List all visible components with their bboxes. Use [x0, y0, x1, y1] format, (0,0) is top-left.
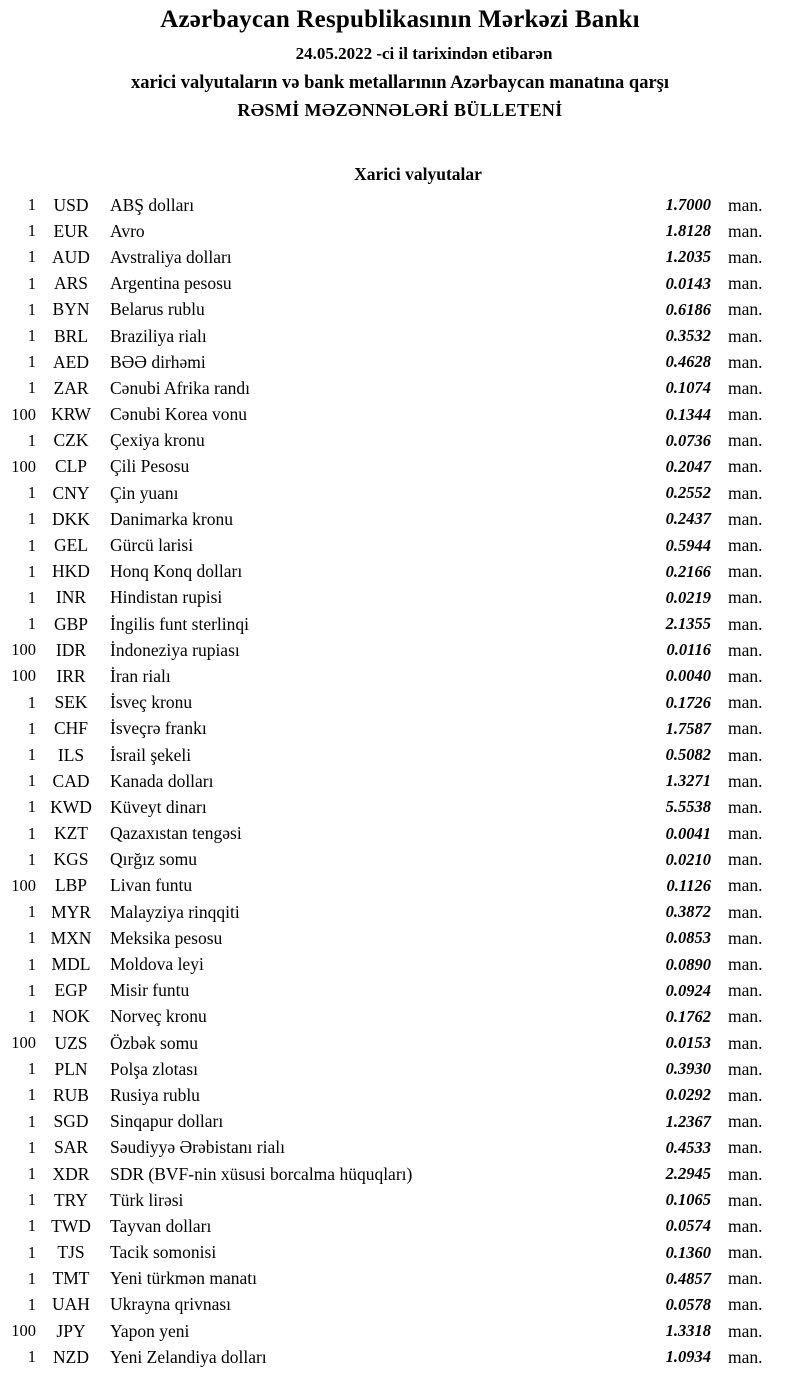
quantity: 1: [27, 1347, 36, 1367]
rate-row: [0, 847, 800, 873]
rate-row: [0, 978, 800, 1004]
currency-code: ZAR: [53, 377, 89, 398]
quantity: 1: [27, 980, 36, 1000]
rate-value: 2.2945: [665, 1164, 711, 1184]
rate-row: [0, 794, 800, 820]
rate-row: [0, 428, 800, 454]
rate-value: 0.5944: [665, 535, 711, 555]
rate-row: [0, 1213, 800, 1239]
rate-value: 0.3872: [665, 902, 711, 922]
rate-value: 1.0934: [665, 1347, 711, 1367]
rate-value: 0.0924: [665, 980, 711, 1000]
currency-code: JPY: [56, 1320, 86, 1341]
unit-label: man.: [728, 508, 763, 529]
currency-code: KZT: [53, 823, 89, 844]
unit-label: man.: [728, 796, 763, 817]
currency-code: KGS: [53, 849, 89, 870]
rate-row: [0, 716, 800, 742]
unit-label: man.: [728, 456, 763, 477]
quantity: 1: [27, 928, 36, 948]
rate-value: 0.0116: [666, 640, 711, 660]
unit-label: man.: [728, 692, 763, 713]
currency-name: BƏƏ dirhəmi: [110, 351, 206, 372]
unit-label: man.: [728, 1111, 763, 1132]
quantity: 100: [11, 1033, 36, 1053]
rate-value: 0.0736: [665, 430, 711, 450]
currency-name: Yeni türkmən manatı: [110, 1268, 257, 1289]
currency-name: İndoneziya rupiası: [110, 639, 240, 660]
rate-value: 0.1726: [665, 692, 711, 712]
rate-row: [0, 192, 800, 218]
quantity: 1: [27, 1059, 36, 1079]
unit-label: man.: [728, 1137, 763, 1158]
currency-code: PLN: [54, 1058, 88, 1079]
currency-name: Ukrayna qrivnası: [110, 1294, 232, 1315]
quantity: 1: [27, 1111, 36, 1131]
rate-row: [0, 1004, 800, 1030]
rate-row: [0, 1161, 800, 1187]
unit-label: man.: [728, 404, 763, 425]
rate-value: 5.5538: [665, 797, 711, 817]
unit-label: man.: [728, 823, 763, 844]
currency-name: Argentina pesosu: [110, 273, 232, 294]
currency-name: Çin yuanı: [110, 482, 179, 503]
rate-value: 0.0040: [665, 666, 711, 686]
rate-value: 0.0574: [665, 1216, 711, 1236]
rate-value: 0.5082: [665, 745, 711, 765]
quantity: 1: [27, 221, 36, 241]
quantity: 1: [27, 823, 36, 843]
unit-label: man.: [728, 770, 763, 791]
currency-code: GBP: [53, 613, 89, 634]
currency-name: Braziliya rialı: [110, 325, 207, 346]
quantity: 1: [27, 797, 36, 817]
rate-value: 0.1762: [665, 1006, 711, 1026]
currency-code: MDL: [51, 954, 91, 975]
unit-label: man.: [728, 377, 763, 398]
quantity: 1: [27, 1268, 36, 1288]
currency-name: Moldova leyi: [110, 954, 204, 975]
rate-row: [0, 349, 800, 375]
rate-row: [0, 375, 800, 401]
unit-label: man.: [728, 220, 763, 241]
rate-row: [0, 821, 800, 847]
rate-value: 0.0219: [665, 587, 711, 607]
currency-code: ILS: [57, 744, 85, 765]
rate-row: [0, 244, 800, 270]
quantity: 1: [27, 352, 36, 372]
unit-label: man.: [728, 482, 763, 503]
currency-code: IRR: [56, 665, 86, 686]
currency-name: Özbək somu: [110, 1032, 198, 1053]
subject-line: xarici valyutaların və bank metallarının Azərbaycan manatına qarşı: [130, 73, 670, 93]
unit-label: man.: [728, 273, 763, 294]
unit-label: man.: [728, 1268, 763, 1289]
quantity: 1: [27, 195, 36, 215]
currency-name: Çexiya kronu: [110, 430, 205, 451]
rate-row: [0, 1344, 800, 1370]
rate-value: 1.2035: [665, 247, 711, 267]
unit-label: man.: [728, 613, 763, 634]
rate-value: 0.4857: [665, 1268, 711, 1288]
unit-label: man.: [728, 325, 763, 346]
currency-code: SEK: [54, 692, 88, 713]
unit-label: man.: [728, 1346, 763, 1367]
unit-label: man.: [728, 1058, 763, 1079]
quantity: 100: [11, 1321, 36, 1341]
currency-code: BYN: [52, 299, 90, 320]
quantity: 100: [11, 666, 36, 686]
unit-label: man.: [728, 849, 763, 870]
rate-row: [0, 480, 800, 506]
currency-code: MXN: [50, 927, 92, 948]
currency-name: Sinqapur dolları: [110, 1111, 224, 1132]
rate-row: [0, 1135, 800, 1161]
rate-value: 0.0853: [665, 928, 711, 948]
quantity: 1: [27, 247, 36, 267]
unit-label: man.: [728, 954, 763, 975]
rate-value: 0.6186: [665, 299, 711, 319]
currency-code: NOK: [52, 1006, 90, 1027]
currency-code: BRL: [53, 325, 89, 346]
rate-row: [0, 925, 800, 951]
currency-code: CHF: [53, 718, 89, 739]
rate-value: 0.2166: [665, 561, 711, 581]
quantity: 1: [27, 273, 36, 293]
quantity: 1: [27, 299, 36, 319]
rate-value: 0.4533: [665, 1137, 711, 1157]
quantity: 1: [27, 954, 36, 974]
currency-name: Tacik somonisi: [110, 1242, 217, 1263]
currency-name: İngilis funt sterlinqi: [110, 613, 250, 634]
quantity: 100: [11, 875, 36, 895]
unit-label: man.: [728, 299, 763, 320]
rate-value: 0.3532: [665, 326, 711, 346]
currency-name: Gürcü larisi: [110, 535, 194, 556]
unit-label: man.: [728, 875, 763, 896]
currency-name: Qazaxıstan tengəsi: [110, 823, 242, 844]
currency-name: ABŞ dolları: [110, 194, 195, 215]
currency-code: USD: [53, 194, 89, 215]
currency-code: KRW: [51, 404, 91, 425]
quantity: 1: [27, 483, 36, 503]
quantity: 1: [27, 1164, 36, 1184]
rate-row: [0, 506, 800, 532]
rate-value: 0.0153: [665, 1033, 711, 1053]
currency-name: Avro: [110, 220, 145, 241]
quantity: 1: [27, 1006, 36, 1026]
currency-code: XDR: [52, 1163, 90, 1184]
quantity: 1: [27, 326, 36, 346]
currency-name: Avstraliya dolları: [110, 246, 232, 267]
rate-row: [0, 768, 800, 794]
rate-value: 0.1065: [665, 1190, 711, 1210]
currency-code: CNY: [52, 482, 90, 503]
currency-name: Küveyt dinarı: [110, 796, 207, 817]
rate-value: 0.1344: [665, 404, 711, 424]
rate-value: 0.2552: [665, 483, 711, 503]
rate-value: 0.0890: [665, 954, 711, 974]
currency-name: Çili Pesosu: [110, 456, 190, 477]
rate-value: 1.7587: [665, 718, 711, 738]
currency-name: Meksika pesosu: [110, 927, 223, 948]
currency-code: EGP: [54, 980, 88, 1001]
quantity: 1: [27, 1190, 36, 1210]
unit-label: man.: [728, 901, 763, 922]
rate-value: 1.8128: [665, 221, 711, 241]
rate-value: 1.3271: [665, 771, 711, 791]
unit-label: man.: [728, 744, 763, 765]
currency-name: Polşa zlotası: [110, 1058, 198, 1079]
quantity: 1: [27, 509, 36, 529]
currency-name: Yeni Zelandiya dolları: [110, 1346, 267, 1367]
unit-label: man.: [728, 194, 763, 215]
unit-label: man.: [728, 1006, 763, 1027]
unit-label: man.: [728, 1189, 763, 1210]
currency-name: SDR (BVF-nin xüsusi borcalma hüquqları): [110, 1163, 413, 1184]
currency-code: TMT: [52, 1268, 90, 1289]
section-title-foreign-currencies: Xarici valyutalar: [354, 164, 482, 184]
quantity: 1: [27, 718, 36, 738]
quantity: 1: [27, 902, 36, 922]
rate-value: 0.1074: [665, 378, 711, 398]
rate-value: 0.1360: [665, 1242, 711, 1262]
rate-row: [0, 899, 800, 925]
quantity: 1: [27, 561, 36, 581]
quantity: 1: [27, 587, 36, 607]
currency-name: Hindistan rupisi: [110, 587, 223, 608]
currency-code: GEL: [53, 535, 89, 556]
currency-code: RUB: [53, 1084, 89, 1105]
rate-row: [0, 271, 800, 297]
quantity: 100: [11, 456, 36, 476]
currency-code: AED: [53, 351, 89, 372]
currency-code: CZK: [53, 430, 89, 451]
quantity: 1: [27, 614, 36, 634]
unit-label: man.: [728, 1163, 763, 1184]
rate-row: [0, 742, 800, 768]
quantity: 1: [27, 849, 36, 869]
currency-name: Misir funtu: [110, 980, 190, 1001]
unit-label: man.: [728, 1320, 763, 1341]
currency-code: AUD: [52, 246, 90, 267]
unit-label: man.: [728, 587, 763, 608]
unit-label: man.: [728, 927, 763, 948]
currency-code: TWD: [51, 1215, 91, 1236]
rate-row: [0, 532, 800, 558]
rate-value: 0.0210: [665, 849, 711, 869]
rate-row: [0, 1109, 800, 1135]
quantity: 1: [27, 535, 36, 555]
currency-name: Belarus rublu: [110, 299, 205, 320]
currency-code: TJS: [57, 1242, 85, 1263]
currency-name: İsrail şekeli: [110, 744, 192, 765]
unit-label: man.: [728, 1084, 763, 1105]
quantity: 1: [27, 1137, 36, 1157]
quantity: 1: [27, 771, 36, 791]
unit-label: man.: [728, 535, 763, 556]
rate-row: [0, 1292, 800, 1318]
rate-value: 1.7000: [665, 195, 711, 215]
quantity: 100: [11, 404, 36, 424]
unit-label: man.: [728, 561, 763, 582]
currency-name: Cənubi Afrika randı: [110, 377, 250, 398]
rates-table: [0, 192, 800, 1370]
rate-value: 0.2437: [665, 509, 711, 529]
rate-row: [0, 1266, 800, 1292]
rate-value: 1.3318: [665, 1321, 711, 1341]
currency-name: Kanada dolları: [110, 770, 214, 791]
quantity: 1: [27, 1294, 36, 1314]
unit-label: man.: [728, 430, 763, 451]
currency-name: Livan funtu: [110, 875, 193, 896]
rate-value: 0.0041: [665, 823, 711, 843]
currency-name: Rusiya rublu: [110, 1084, 200, 1105]
rate-row: [0, 663, 800, 689]
unit-label: man.: [728, 639, 763, 660]
rate-row: [0, 1240, 800, 1266]
currency-code: SGD: [53, 1111, 89, 1132]
unit-label: man.: [728, 246, 763, 267]
currency-code: HKD: [52, 561, 90, 582]
rate-value: 0.0143: [665, 273, 711, 293]
currency-name: Qırğız somu: [110, 849, 198, 870]
rate-value: 0.2047: [665, 456, 711, 476]
currency-code: DKK: [52, 508, 90, 529]
currency-code: TRY: [53, 1189, 89, 1210]
currency-name: Norveç kronu: [110, 1006, 207, 1027]
rate-row: [0, 1082, 800, 1108]
quantity: 1: [27, 1085, 36, 1105]
quantity: 1: [27, 745, 36, 765]
currency-code: NZD: [53, 1346, 89, 1367]
currency-code: ARS: [53, 273, 89, 294]
currency-name: Danimarka kronu: [110, 508, 233, 529]
currency-code: UAH: [52, 1294, 90, 1315]
currency-name: Honq Konq dolları: [110, 561, 243, 582]
currency-code: LBP: [54, 875, 88, 896]
unit-label: man.: [728, 351, 763, 372]
rate-row: [0, 585, 800, 611]
currency-code: CAD: [52, 770, 90, 791]
rate-row: [0, 1030, 800, 1056]
currency-name: Səudiyyə Ərəbistanı rialı: [110, 1137, 285, 1158]
quantity: 1: [27, 1242, 36, 1262]
rate-value: 0.4628: [665, 352, 711, 372]
rate-value: 0.1126: [666, 875, 711, 895]
rate-value: 2.1355: [665, 614, 711, 634]
effective-date: 24.05.2022 -ci il tarixindən etibarən: [295, 44, 553, 63]
unit-label: man.: [728, 665, 763, 686]
currency-name: Cənubi Korea vonu: [110, 404, 248, 425]
currency-name: İran rialı: [110, 665, 171, 686]
rate-row: [0, 1187, 800, 1213]
rate-row: [0, 611, 800, 637]
currency-code: MYR: [51, 901, 91, 922]
currency-code: SAR: [53, 1137, 89, 1158]
rate-value: 1.2367: [665, 1111, 711, 1131]
rate-row: [0, 402, 800, 428]
currency-name: Tayvan dolları: [110, 1215, 212, 1236]
unit-label: man.: [728, 1215, 763, 1236]
rate-value: 0.3930: [665, 1059, 711, 1079]
currency-code: EUR: [53, 220, 89, 241]
rate-row: [0, 323, 800, 349]
unit-label: man.: [728, 1294, 763, 1315]
rate-row: [0, 951, 800, 977]
unit-label: man.: [728, 1032, 763, 1053]
rate-row: [0, 1056, 800, 1082]
quantity: 1: [27, 692, 36, 712]
quantity: 1: [27, 430, 36, 450]
quantity: 100: [11, 640, 36, 660]
quantity: 1: [27, 1216, 36, 1236]
currency-name: Türk lirəsi: [110, 1189, 184, 1210]
currency-code: INR: [55, 587, 87, 608]
page-title: Azərbaycan Respublikasının Mərkəzi Bankı: [160, 6, 640, 33]
rate-row: [0, 218, 800, 244]
currency-code: KWD: [50, 796, 92, 817]
currency-name: Yapon yeni: [110, 1320, 190, 1341]
currency-name: İsveç kronu: [110, 692, 193, 713]
rate-row: [0, 637, 800, 663]
bulletin-heading: RƏSMİ MƏZƏNNƏLƏRİ BÜLLETENİ: [237, 100, 563, 120]
rate-row: [0, 559, 800, 585]
rate-value: 0.0292: [665, 1085, 711, 1105]
unit-label: man.: [728, 1242, 763, 1263]
rate-row: [0, 297, 800, 323]
currency-code: CLP: [54, 456, 88, 477]
rate-row: [0, 873, 800, 899]
currency-code: UZS: [54, 1032, 88, 1053]
unit-label: man.: [728, 980, 763, 1001]
rate-value: 0.0578: [665, 1294, 711, 1314]
currency-code: IDR: [55, 639, 87, 660]
rate-row: [0, 454, 800, 480]
unit-label: man.: [728, 718, 763, 739]
rate-row: [0, 1318, 800, 1344]
currency-name: İsveçrə frankı: [110, 718, 207, 739]
currency-name: Malayziya rinqqiti: [110, 901, 240, 922]
quantity: 1: [27, 378, 36, 398]
rate-row: [0, 690, 800, 716]
